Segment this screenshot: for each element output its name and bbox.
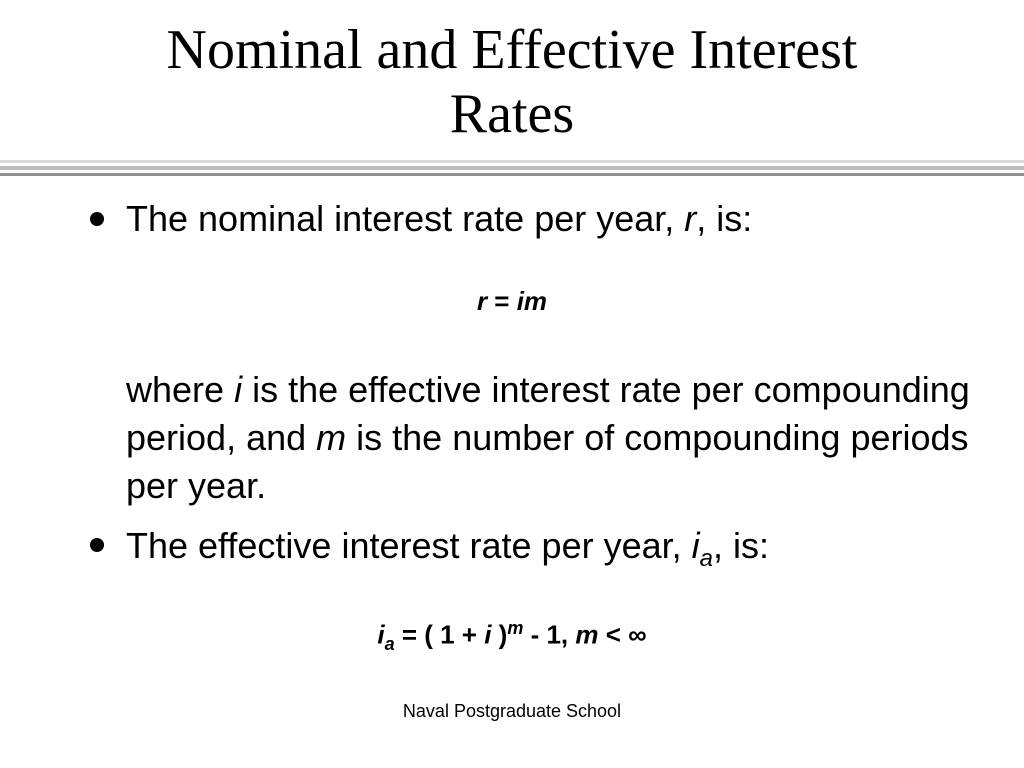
variable-m: m [316,417,347,458]
slide-title-line-1: Nominal and Effective Interest [166,19,858,81]
formula-r: r [476,286,488,316]
nominal-rate-formula [0,285,1024,317]
formula-im: im [516,286,548,316]
formula-part-4: < ∞ [598,619,647,650]
variable-i: i [234,369,243,410]
title-divider-medium [0,166,1024,170]
title-divider-dark [0,173,1024,176]
title-divider-light [0,160,1024,163]
formula-part-1: = ( 1 + [394,619,485,650]
slide-title-line-2: Rates [449,83,575,145]
bullet-effective-text: The effective interest rate per year, [126,525,692,566]
variable-i-a: i [691,525,700,566]
definition-paragraph [126,366,986,510]
bullet-dot-icon [90,538,104,552]
definition-text-3: is the number of compounding periods per year. [126,417,969,506]
bullet-nominal-rate [126,195,986,243]
variable-i-a-subscript: a [699,545,713,573]
formula-i: i [484,619,492,650]
formula-part-2: ) [491,619,508,650]
formula-part-3: - 1, [523,619,576,650]
slide-title [0,18,1024,146]
formula-equals: = [487,286,517,316]
definition-text-2: is the effective interest rate per compounding period, and [126,369,970,458]
bullet-nominal-suffix: , is: [696,198,753,239]
formula-m: m [575,619,599,650]
bullet-effective-rate [126,522,986,583]
formula-ia: i [377,619,385,650]
definition-text-1: where [126,369,235,410]
formula-ia-subscript: a [384,633,395,654]
bullet-effective-suffix: , is: [713,525,770,566]
footer-institution: Naval Postgraduate School [402,701,622,721]
bullet-dot-icon [90,212,104,226]
variable-r: r [684,198,697,239]
formula-exponent-m: m [507,618,524,638]
bullet-nominal-text: The nominal interest rate per year, [126,198,685,239]
effective-rate-formula [0,612,1024,660]
